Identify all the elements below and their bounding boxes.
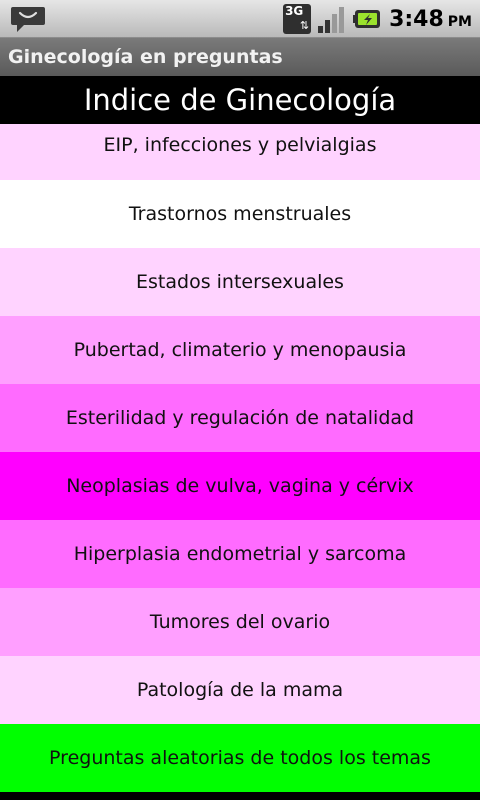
- topic-item-eip[interactable]: EIP, infecciones y pelvialgias: [0, 124, 480, 180]
- signal-strength-icon: [317, 4, 347, 34]
- status-bar: [0, 0, 480, 38]
- topic-item-patologia-mama[interactable]: Patología de la mama: [0, 656, 480, 724]
- topic-item-tumores-ovario[interactable]: Tumores del ovario: [0, 588, 480, 656]
- clock-ampm: PM: [447, 13, 472, 30]
- index-header: [0, 76, 480, 124]
- data-activity-arrows-icon: ⇅: [299, 19, 310, 32]
- clock-time: 3:48: [389, 6, 444, 32]
- topic-item-trastornos-menstruales[interactable]: Trastornos menstruales: [0, 180, 480, 248]
- topic-item-esterilidad[interactable]: Esterilidad y regulación de natalidad: [0, 384, 480, 452]
- chat-notification-icon[interactable]: [10, 5, 46, 33]
- topic-item-preguntas-aleatorias[interactable]: Preguntas aleatorias de todos los temas: [0, 724, 480, 792]
- topic-item-neoplasias[interactable]: Neoplasias de vulva, vagina y cérvix: [0, 452, 480, 520]
- clock: [389, 7, 472, 32]
- network-3g-icon: [283, 4, 311, 34]
- network-type-label: 3G: [285, 4, 304, 18]
- app-title-bar: [0, 38, 480, 76]
- topic-item-estados-intersexuales[interactable]: Estados intersexuales: [0, 248, 480, 316]
- status-icons: [283, 0, 472, 38]
- topic-item-pubertad[interactable]: Pubertad, climaterio y menopausia: [0, 316, 480, 384]
- topic-item-hiperplasia[interactable]: Hiperplasia endometrial y sarcoma: [0, 520, 480, 588]
- app-title: Ginecología en preguntas: [8, 46, 283, 68]
- battery-charging-icon: [353, 7, 383, 31]
- index-title: Indice de Ginecología: [83, 83, 397, 117]
- topic-list: [0, 124, 480, 792]
